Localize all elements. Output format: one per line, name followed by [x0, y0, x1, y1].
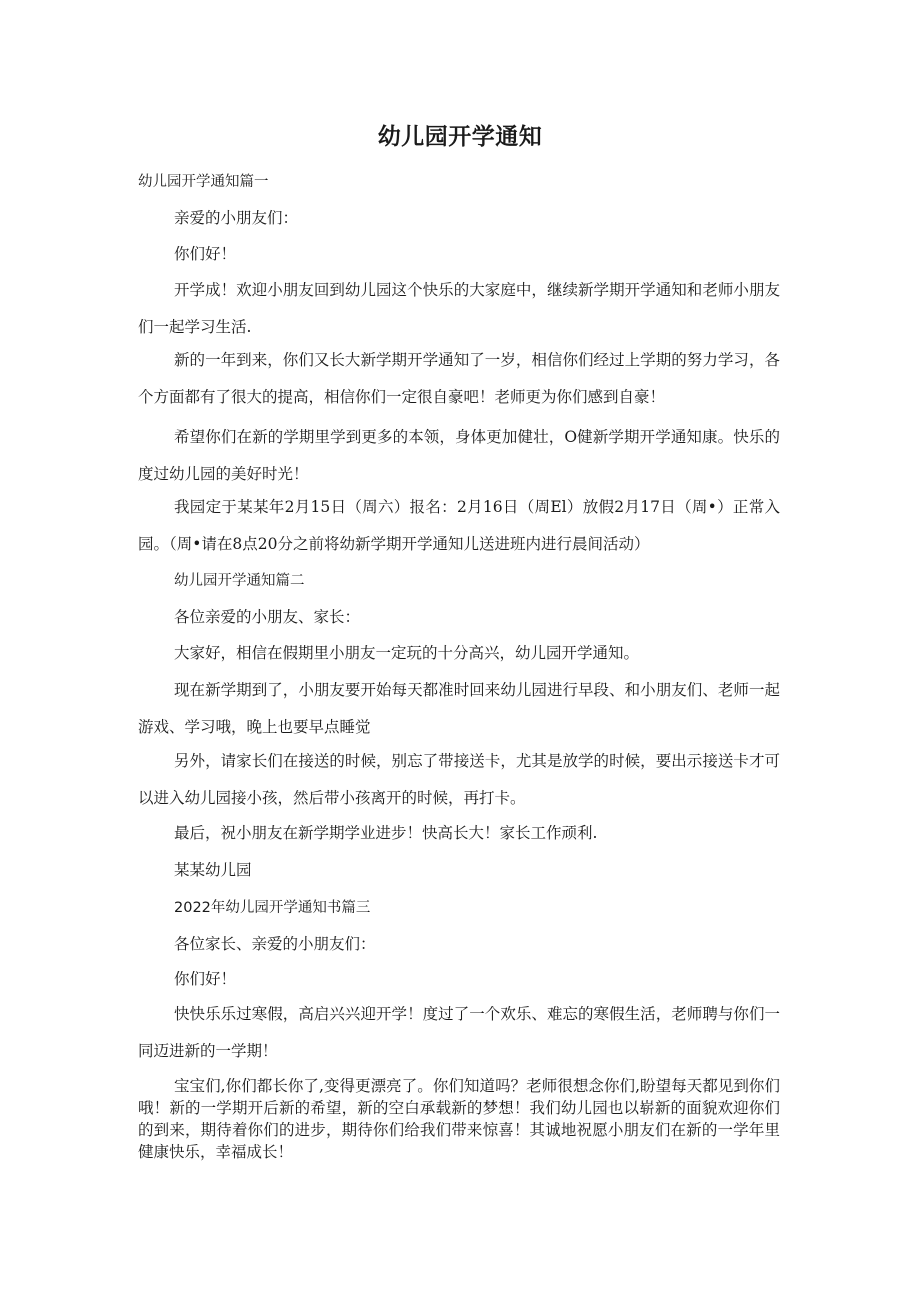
section1-greeting: 亲爱的小朋友们： [174, 209, 299, 227]
page-title: 幼儿园开学通知 [377, 124, 543, 150]
section2-heading: 幼儿园开学通知篇二 [174, 573, 305, 589]
section2-paragraph-1: 大家好，相信在假期里小朋友一定玩的十分高兴，幼儿园开学通知。 [174, 644, 640, 662]
section3-heading: 2022年幼儿园开学通知书篇三 [174, 900, 371, 916]
section2-paragraph-2: 现在新学期到了，小朋友要开始每天都准时回来幼儿园进行早段、和小朋友们、老师一起游戏、学习哦，晚上也要早点睡觉 [138, 681, 780, 736]
section3-greeting: 各位家长、亲爱的小朋友们： [174, 935, 376, 953]
section1-paragraph-1: 开学成！欢迎小朋友回到幼儿园这个快乐的大家庭中，继续新学期开学通知和老师小朋友们一起学习生活. [138, 281, 780, 336]
section3-paragraph-2: 宝宝们,你们都长你了,变得更漂亮了。你们知道吗？老师很想念你们,盼望每天都见到你们哦！新的一学期开后新的希望，新的空白承载新的梦想！我们幼儿园也以崭新的面貌欢迎你们的到来，期待着你们的进步，期待你们给我们带来惊喜！其诚地祝愿小朋友们在新的一学年里健康快乐，幸福成长！ [138, 1077, 780, 1161]
section1-paragraph-2: 新的一年到来，你们又长大新学期开学通知了一岁，相信你们经过上学期的努力学习，各个方面都有了很大的提高，相信你们一定很自豪吧！老师更为你们感到自豪！ [138, 351, 780, 406]
section1-hello: 你们好！ [174, 245, 237, 263]
section1-paragraph-3: 希望你们在新的学期里学到更多的本领，身体更加健壮，O健新学期开学通知康。快乐的度过幼儿园的美好时光！ [138, 428, 780, 483]
section2-paragraph-4: 最后，祝小朋友在新学期学业进步！快高长大！家长工作顽利. [174, 824, 598, 842]
section3-hello: 你们好！ [174, 970, 237, 988]
section1-paragraph-4: 我园定于某某年2月15日（周六）报名：2月16日（周El）放假2月17日（周•）正常入园。（周•请在8点20分之前将幼新学期开学通知儿送进班内进行晨间活动） [138, 498, 780, 553]
section2-paragraph-3: 另外，请家长们在接送的时候，别忘了带接送卡，尤其是放学的时候，要出示接送卡才可以进入幼儿园接小孩，然后带小孩离开的时候，再打卡。 [138, 752, 780, 807]
section3-paragraph-1: 快快乐乐过寒假，高启兴兴迎开学！度过了一个欢乐、难忘的寒假生活，老师聘与你们一同迈进新的一学期！ [138, 1005, 780, 1060]
section2-signature: 某某幼儿园 [174, 861, 252, 879]
section1-heading: 幼儿园开学通知篇一 [138, 174, 269, 190]
section2-greeting: 各位亲爱的小朋友、家长： [174, 608, 361, 626]
